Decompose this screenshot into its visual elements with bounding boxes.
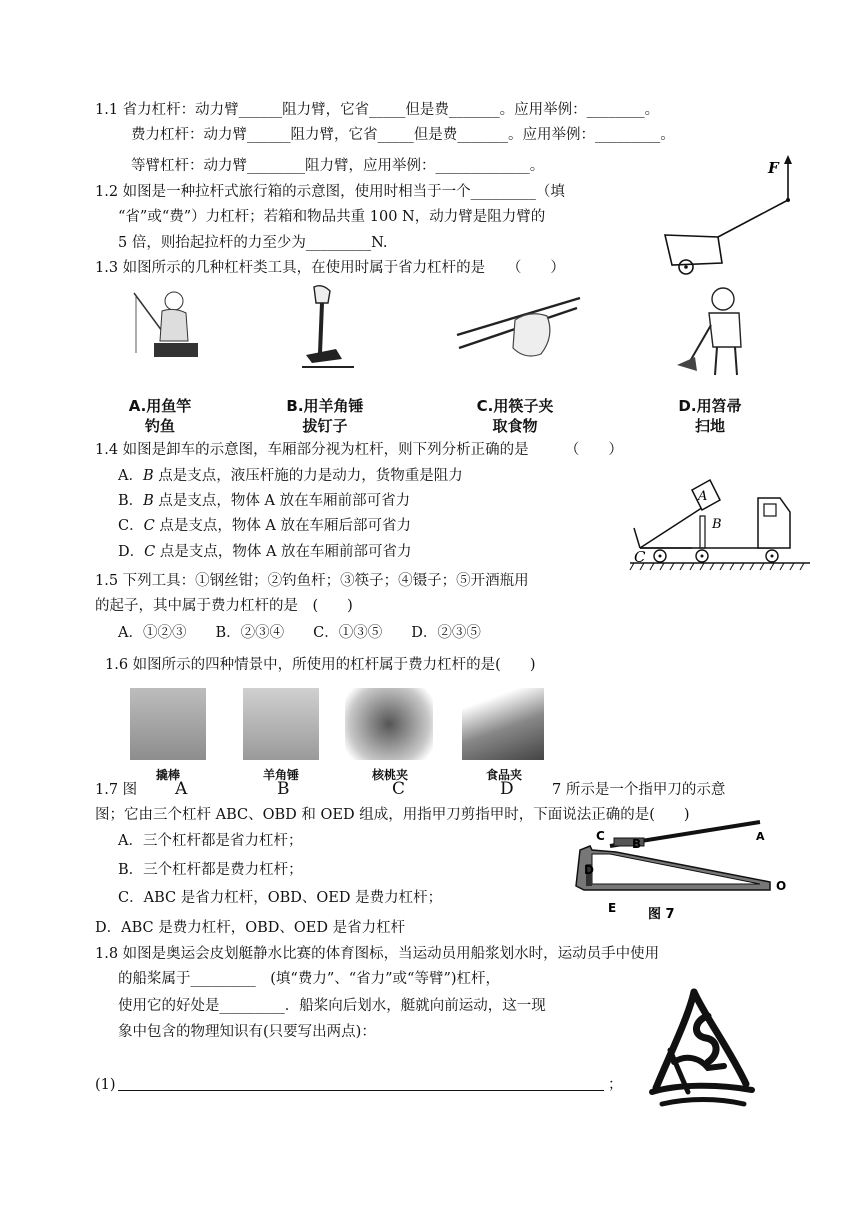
q1-3-caption-a: A.用鱼竿 钓鱼 [128, 397, 192, 435]
clipper-label-b: B [632, 837, 642, 851]
q1-7-option-a: A．三个杠杆都是省力杠杆； [118, 833, 303, 849]
q1-4-option-c: C．C 点是支点，物体 A 放在车厢后部可省力 [118, 518, 412, 534]
q1-8-line1: 1.8 如图是奥运会皮划艇静水比赛的体育图标，当运动员用船浆划水时，运动员手中使用 [95, 946, 660, 962]
q1-6-letter-d: D [500, 779, 514, 799]
answer-1-label: (1) [95, 1077, 116, 1093]
q1-2-line3: 5 倍，则抬起拉杆的力至少为_________N. [118, 235, 388, 251]
q1-5-options: A．①②③ B．②③④ C．①③⑤ D．②③⑤ [118, 625, 481, 641]
clipper-label-e: E [608, 901, 617, 915]
q1-6-letter-b: B [277, 779, 290, 799]
q1-6-stem: 1.6 如图所示的四种情景中，所使用的杠杆属于费力杠杆的是( ) [105, 657, 536, 673]
q1-7-option-c: C．ABC 是省力杠杆，OBD、OED 是费力杠杆； [118, 890, 443, 906]
clipper-label-c: C [596, 829, 605, 843]
q1-3-stem: 1.3 如图所示的几种杠杆类工具，在使用时属于省力杠杆的是 （ ） [95, 260, 565, 276]
q1-5-line1: 1.5 下列工具：①钢丝钳；②钓鱼杆；③筷子；④镊子；⑤开酒瓶用 [95, 573, 529, 589]
q1-6-letter-c: C [392, 779, 406, 799]
hammer-photo [243, 688, 319, 760]
q1-1-line2: 费力杠杆：动力臂______阻力臂，它省_____但是费_______。应用举例：_________。 [131, 127, 675, 143]
q1-3-caption-d: D.用笤帚 扫地 [678, 397, 742, 435]
q1-4-stem: 1.4 如图是卸车的示意图，车厢部分视为杠杆，则下列分析正确的是 （ ） [95, 442, 623, 458]
fishing-image [132, 283, 202, 363]
crowbar-photo [130, 688, 206, 760]
q1-7-line1a: 1.7 图 [95, 782, 138, 798]
q1-1-line3: 等臂杠杆：动力臂________阻力臂，应用举例：_____________。 [131, 158, 545, 174]
q1-1-line1: 1.1 省力杠杆：动力臂______阻力臂，它省_____但是费_______。应用举例：________。 [95, 102, 660, 118]
q1-7-option-d: D．ABC 是费力杠杆，OBD、OED 是省力杠杆 [95, 920, 406, 936]
q1-6-caption-d: 食品夹 [485, 768, 522, 782]
q1-8-line3: 使用它的好处是_________．船桨向后划水，艇就向前运动，这一现 [118, 998, 546, 1014]
q1-7-option-b: B．三个杠杆都是费力杠杆； [118, 862, 303, 878]
suitcase-figure [660, 155, 800, 280]
q1-4-option-d: D．C 点是支点，物体 A 放在车厢前部可省力 [118, 544, 412, 560]
q1-2-line2: “省”或“费”）力杠杆；若箱和物品共重 100 N，动力臂是阻力臂的 [118, 209, 546, 225]
q1-6-caption-c: 核桃夹 [371, 768, 408, 782]
q1-2-line1: 1.2 如图是一种拉杆式旅行箱的示意图，使用时相当于一个_________（填 [95, 184, 565, 200]
claw-hammer-image [292, 283, 362, 373]
figure-7-caption: 图 7 [648, 907, 675, 922]
canoe-pictogram [648, 988, 760, 1118]
nail-clipper-figure [570, 820, 790, 930]
answer-1-end: ； [608, 1077, 623, 1093]
q1-7-line1b: 7 所示是一个指甲刀的示意 [552, 782, 726, 798]
label-a: A [698, 489, 708, 504]
answer-1-line[interactable] [118, 1090, 604, 1091]
force-label: F [768, 159, 779, 177]
q1-4-option-b: B．B 点是支点，物体 A 放在车厢前部可省力 [118, 493, 411, 509]
q1-7-line2: 图；它由三个杠杆 ABC、OBD 和 OED 组成，用指甲刀剪指甲时，下面说法正确的是( ) [95, 807, 690, 823]
label-b: B [712, 517, 722, 532]
q1-6-caption-a: 撬棒 [155, 768, 180, 782]
clipper-label-a: A [756, 830, 765, 843]
q1-8-line2: 的船桨属于_________ (填“费力”、“省力”或“等臂”)杠杆， [118, 971, 501, 987]
q1-6-caption-b: 羊角锤 [262, 768, 299, 782]
q1-3-caption-b: B.用羊角锤 拔钉子 [286, 397, 364, 435]
q1-6-letter-a: A [175, 779, 188, 799]
chopsticks-image [455, 290, 585, 365]
label-c: C [634, 548, 646, 566]
clipper-label-o: O [776, 879, 787, 893]
nutcracker-photo [345, 688, 433, 760]
q1-4-option-a: A．B 点是支点，液压杆施的力是动力，货物重是阻力 [118, 468, 463, 484]
q1-3-caption-c: C.用筷子夹 取食物 [476, 397, 554, 435]
dump-truck-figure [630, 470, 815, 580]
q1-5-line2: 的起子，其中属于费力杠杆的是 ( ) [95, 598, 353, 614]
broom-image [675, 285, 755, 380]
clipper-label-d: D [584, 863, 594, 877]
q1-8-line4: 象中包含的物理知识有(只要写出两点)： [118, 1024, 376, 1040]
food-tongs-photo [462, 688, 544, 760]
